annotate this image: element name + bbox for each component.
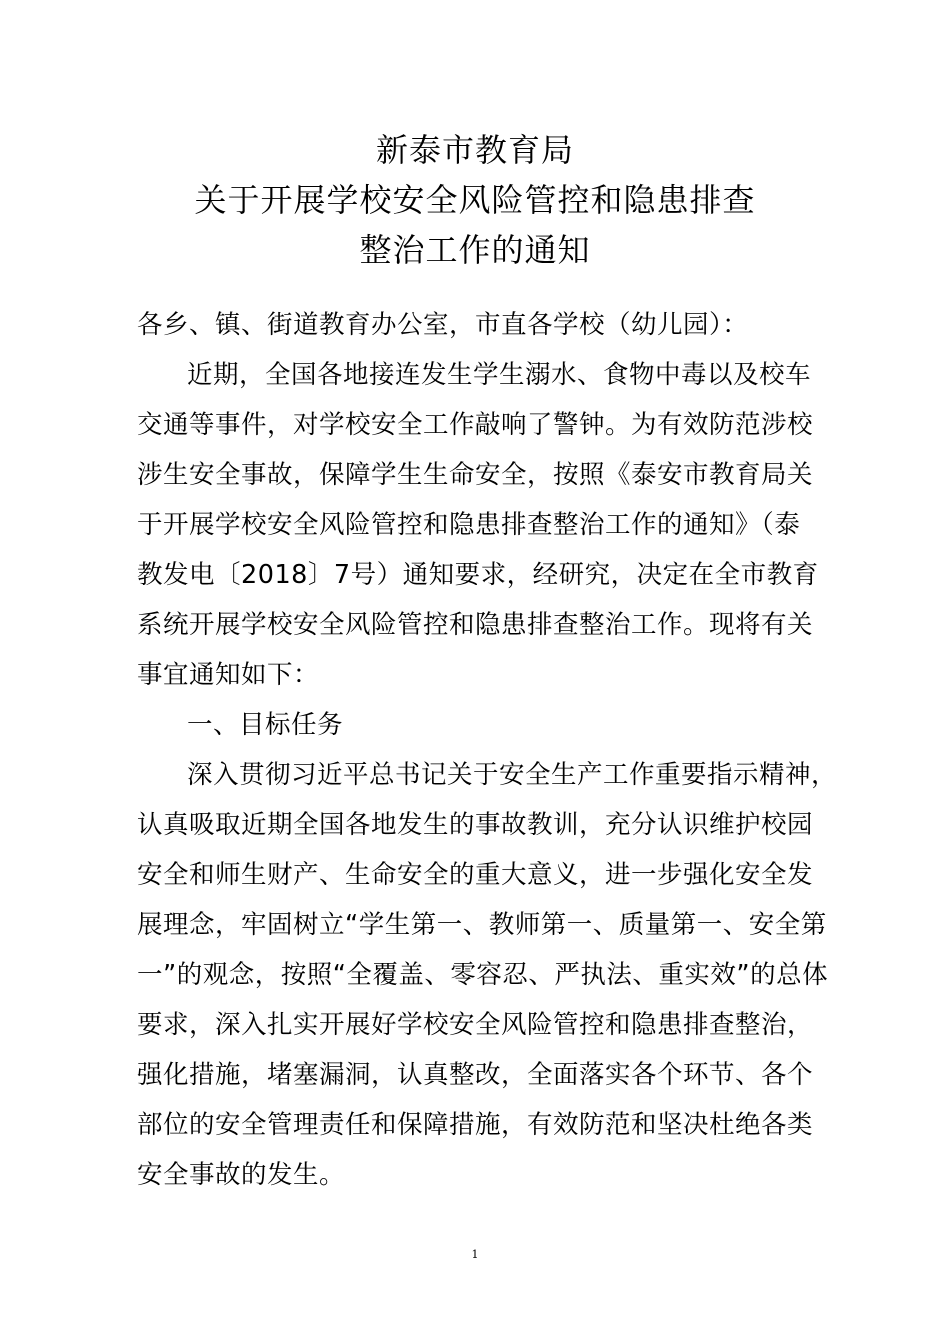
paragraph-1-line: 近期，全国各地接连发生学生溺水、食物中毒以及校车 <box>187 360 812 390</box>
paragraph-2-line: 展理念，牢固树立“学生第一、教师第一、质量第一、安全第 <box>137 910 827 940</box>
paragraph-1-line: 教发电〔2018〕7号）通知要求，经研究，决定在全市教育 <box>137 560 819 590</box>
paragraph-2-line: 安全和师生财产、生命安全的重大意义，进一步强化安全发 <box>137 860 814 890</box>
paragraph-1-line: 涉生安全事故，保障学生生命安全，按照《泰安市教育局关 <box>137 460 814 490</box>
title-subject-line-1: 关于开展学校安全风险管控和隐患排查 <box>194 181 756 219</box>
paragraph-2-line: 安全事故的发生。 <box>137 1160 346 1190</box>
page-number: 1 <box>471 1248 479 1261</box>
salutation: 各乡、镇、街道教育办公室，市直各学校（幼儿园）： <box>137 310 749 340</box>
paragraph-2-line: 要求，深入扎实开展好学校安全风险管控和隐患排查整治， <box>137 1010 814 1040</box>
paragraph-2-line: 认真吸取近期全国各地发生的事故教训，充分认识维护校园 <box>137 810 814 840</box>
paragraph-2-line: 一”的观念，按照“全覆盖、零容忍、严执法、重实效”的总体 <box>137 960 829 990</box>
title-subject-line-2: 整治工作的通知 <box>359 231 591 269</box>
paragraph-1-line: 于开展学校安全风险管控和隐患排查整治工作的通知》（泰 <box>137 510 801 540</box>
title-issuer: 新泰市教育局 <box>375 131 574 169</box>
paragraph-2-line: 强化措施，堵塞漏洞，认真整改，全面落实各个环节、各个 <box>137 1060 814 1090</box>
paragraph-1-line: 事宜通知如下： <box>137 660 320 690</box>
paragraph-1-line: 系统开展学校安全风险管控和隐患排查整治工作。现将有关 <box>137 610 814 640</box>
paragraph-2-line: 深入贯彻习近平总书记关于安全生产工作重要指示精神， <box>187 760 838 790</box>
section-heading-goals: 一、目标任务 <box>187 710 344 740</box>
paragraph-2-line: 部位的安全管理责任和保障措施，有效防范和坚决杜绝各类 <box>137 1110 814 1140</box>
paragraph-1-line: 交通等事件，对学校安全工作敲响了警钟。为有效防范涉校 <box>137 410 814 440</box>
